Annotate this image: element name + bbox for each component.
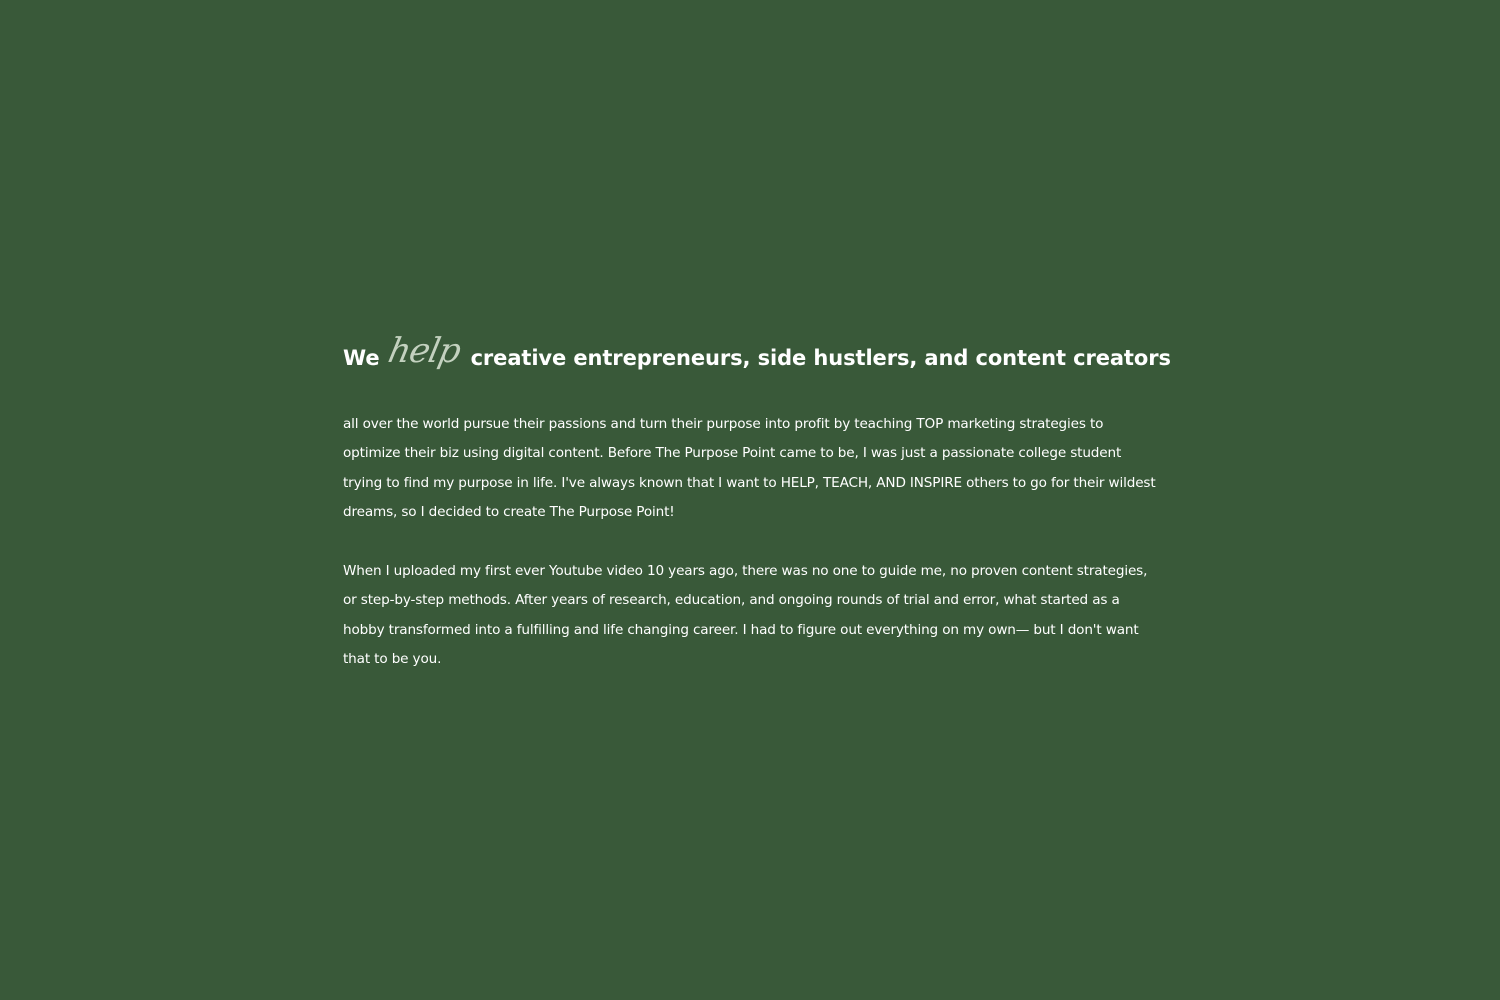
- section-headline: [343, 330, 1171, 382]
- intro-paragraph: all over the world pursue their passions and turn their purpose into profit by teaching TOP marketing strategies to optimize their biz using digital content. Before The Purpose Point came to be, I was just a passionate college student trying to find my purpose in life. I've always known that I want to HELP, TEACH, AND INSPIRE others to go for their wildest dreams, so I decided to create The Purpose Point!: [343, 416, 1156, 521]
- headline-script-word: help: [384, 331, 464, 371]
- about-section: [343, 330, 1171, 675]
- headline-lead: We: [343, 346, 380, 370]
- headline-rest: creative entrepreneurs, side hustlers, and content creators: [470, 346, 1171, 370]
- story-paragraph: When I uploaded my first ever Youtube video 10 years ago, there was no one to guide me, no proven content strategies, or step-by-step methods. After years of research, education, and ongoing rounds of trial and error, what started as a hobby transformed into a fulfilling and life changing career. I had to figure out everything on my own— but I don't want that to be you.: [343, 563, 1148, 668]
